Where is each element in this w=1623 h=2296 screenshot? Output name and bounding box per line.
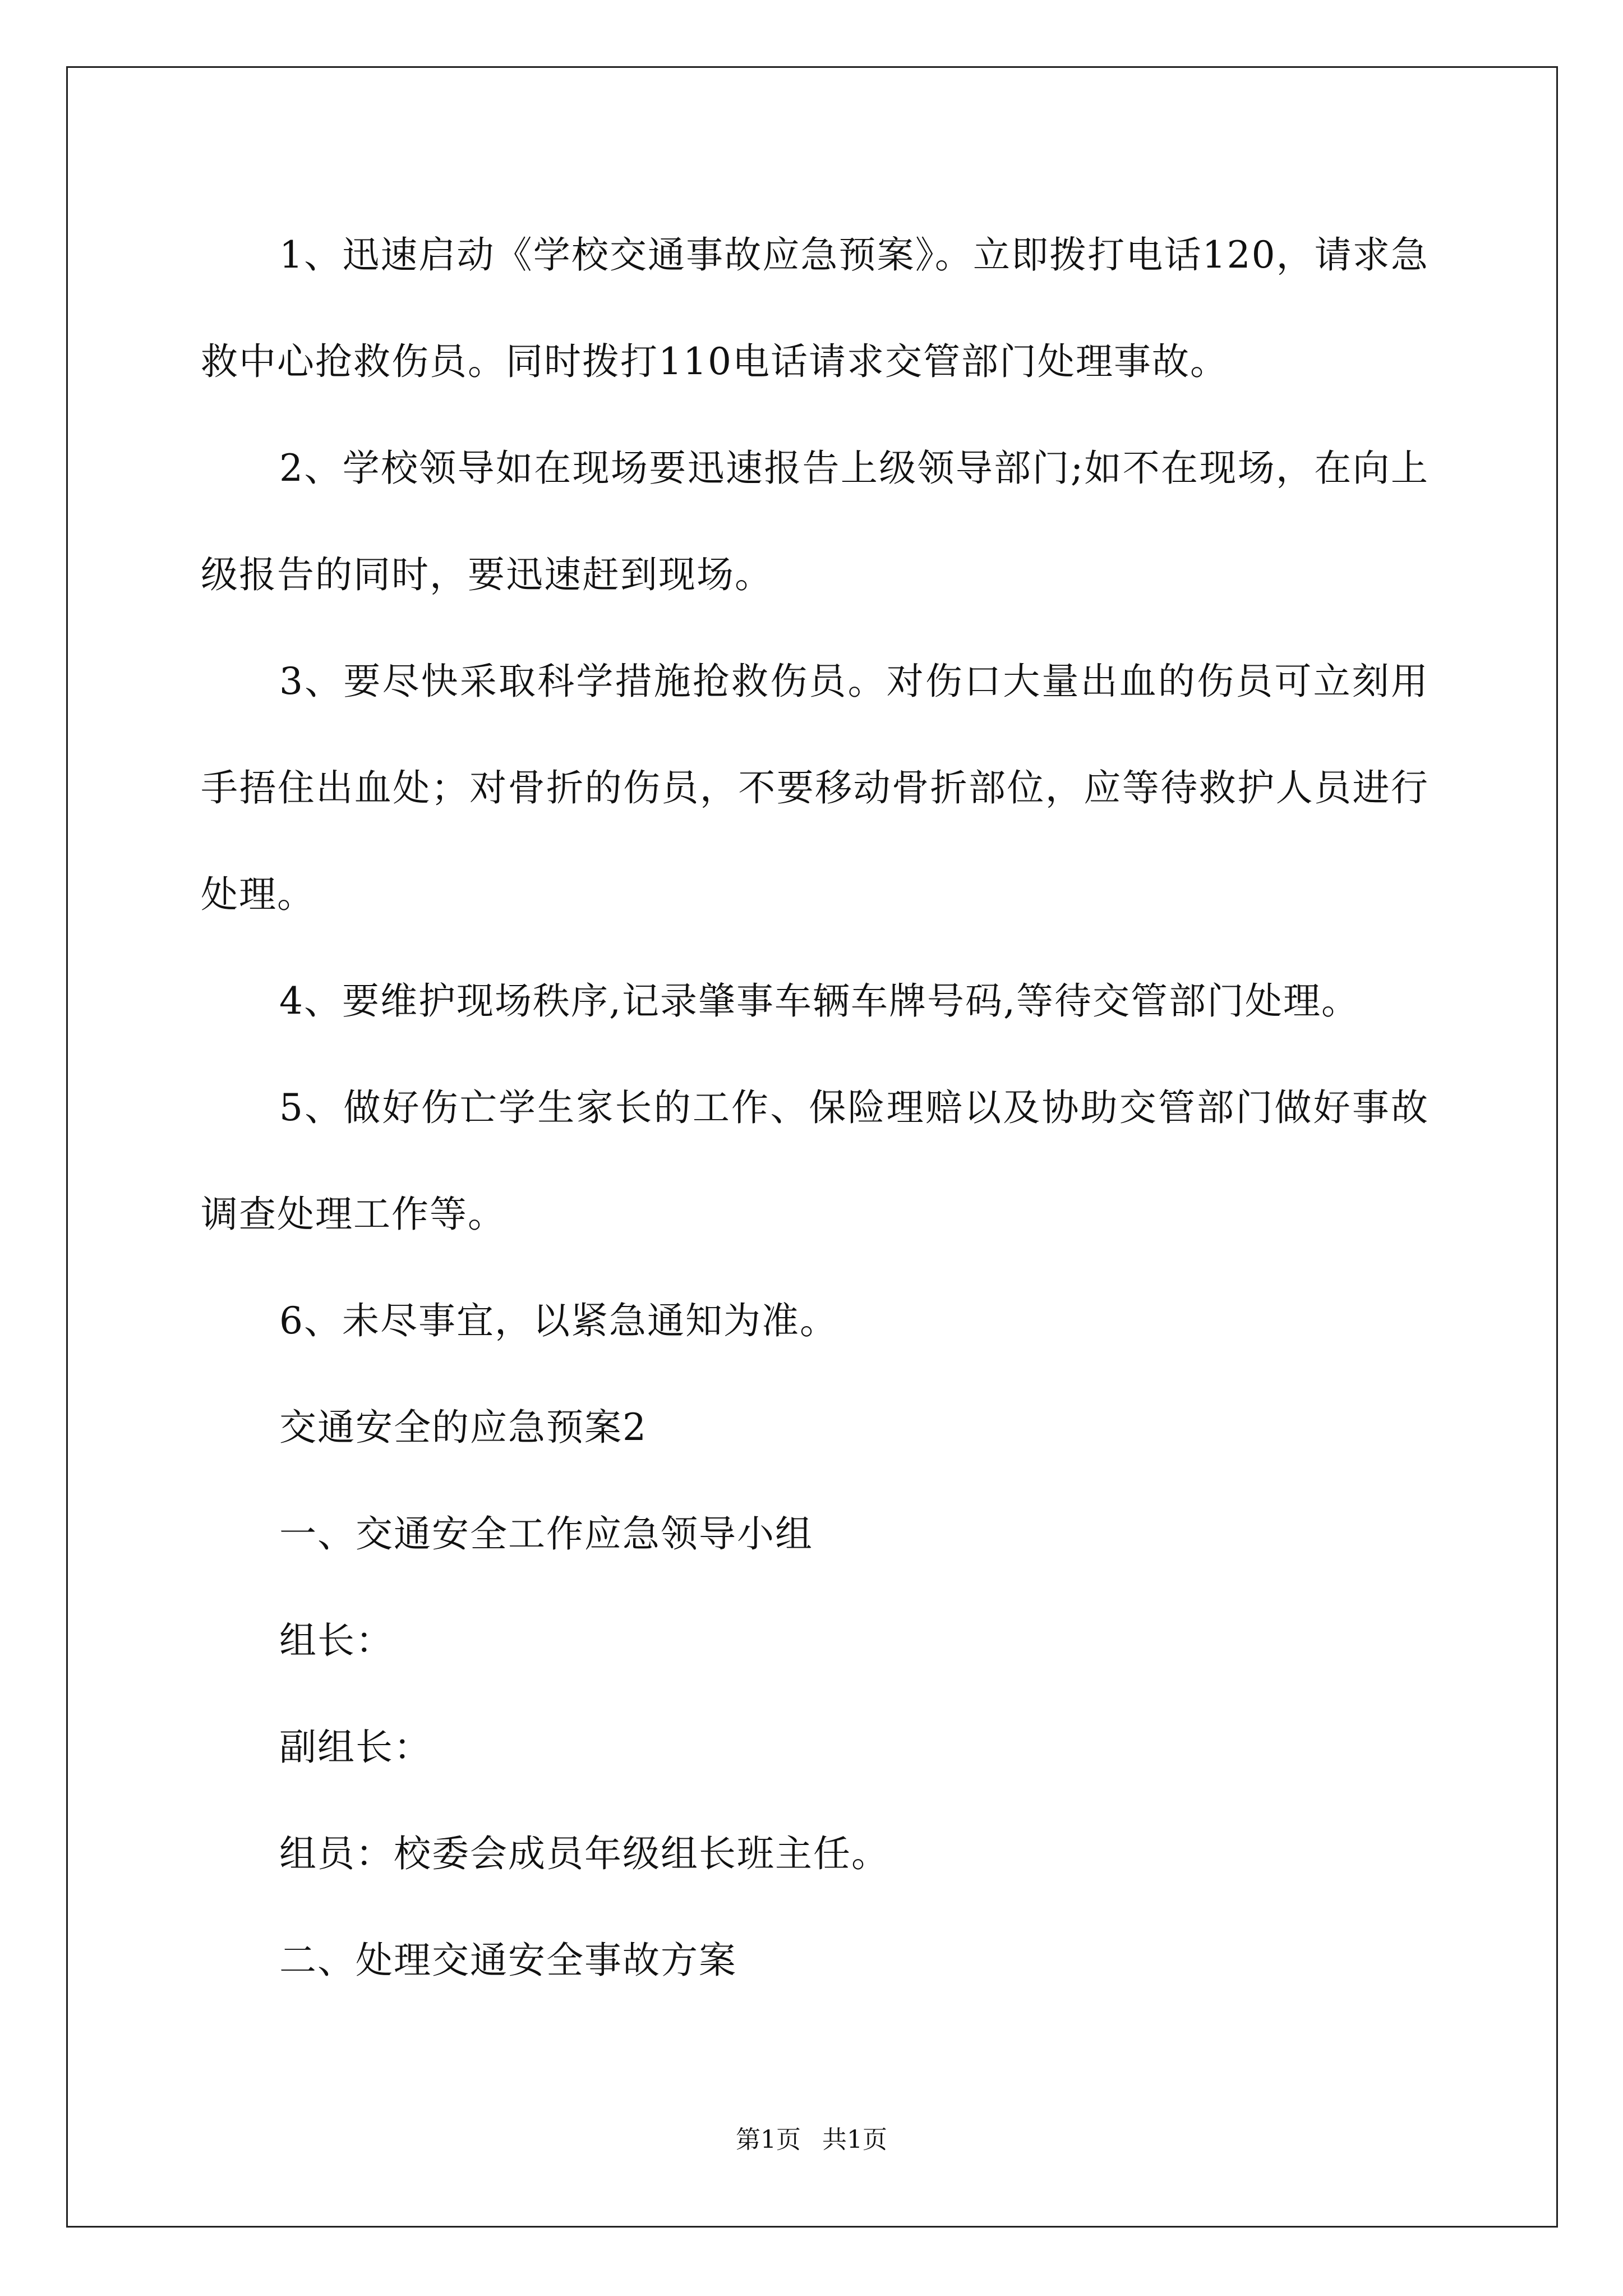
paragraph-5: 5、做好伤亡学生家长的工作、保险理赔以及协助交管部门做好事故调查处理工作等。	[201, 1086, 1429, 1236]
paragraph-6: 6、未尽事宜，以紧急通知为准。	[279, 1299, 838, 1342]
section-title-plan-2: 交通安全的应急预案2	[279, 1406, 647, 1449]
members-line: 组员：校委会成员年级组长班主任。	[279, 1832, 889, 1875]
page-number: 第1页	[736, 2125, 801, 2154]
paragraph-4: 4、要维护现场秩序,记录肇事车辆车牌号码,等待交管部门处理。	[279, 979, 1359, 1023]
group-leader-line: 组长：	[279, 1619, 394, 1662]
page-total: 共1页	[822, 2125, 887, 2154]
paragraph-1: 1、迅速启动《学校交通事故应急预案》。立即拨打电话120，请求急救中心抢救伤员。同时拨打110电话请求交管部门处理事故。	[201, 233, 1429, 383]
heading-leadership-group: 一、交通安全工作应急领导小组	[279, 1512, 813, 1556]
heading-handling-plan: 二、处理交通安全事故方案	[279, 1939, 737, 1982]
page-footer	[0, 2123, 1623, 2157]
document-body	[201, 202, 1429, 2014]
paragraph-3: 3、要尽快采取科学措施抢救伤员。对伤口大量出血的伤员可立刻用手捂住出血处；对骨折的伤员，不要移动骨折部位，应等待救护人员进行处理。	[201, 660, 1429, 916]
paragraph-2: 2、学校领导如在现场要迅速报告上级领导部门;如不在现场，在向上级报告的同时，要迅速赶到现场。	[201, 447, 1429, 596]
deputy-leader-line: 副组长：	[279, 1726, 432, 1769]
